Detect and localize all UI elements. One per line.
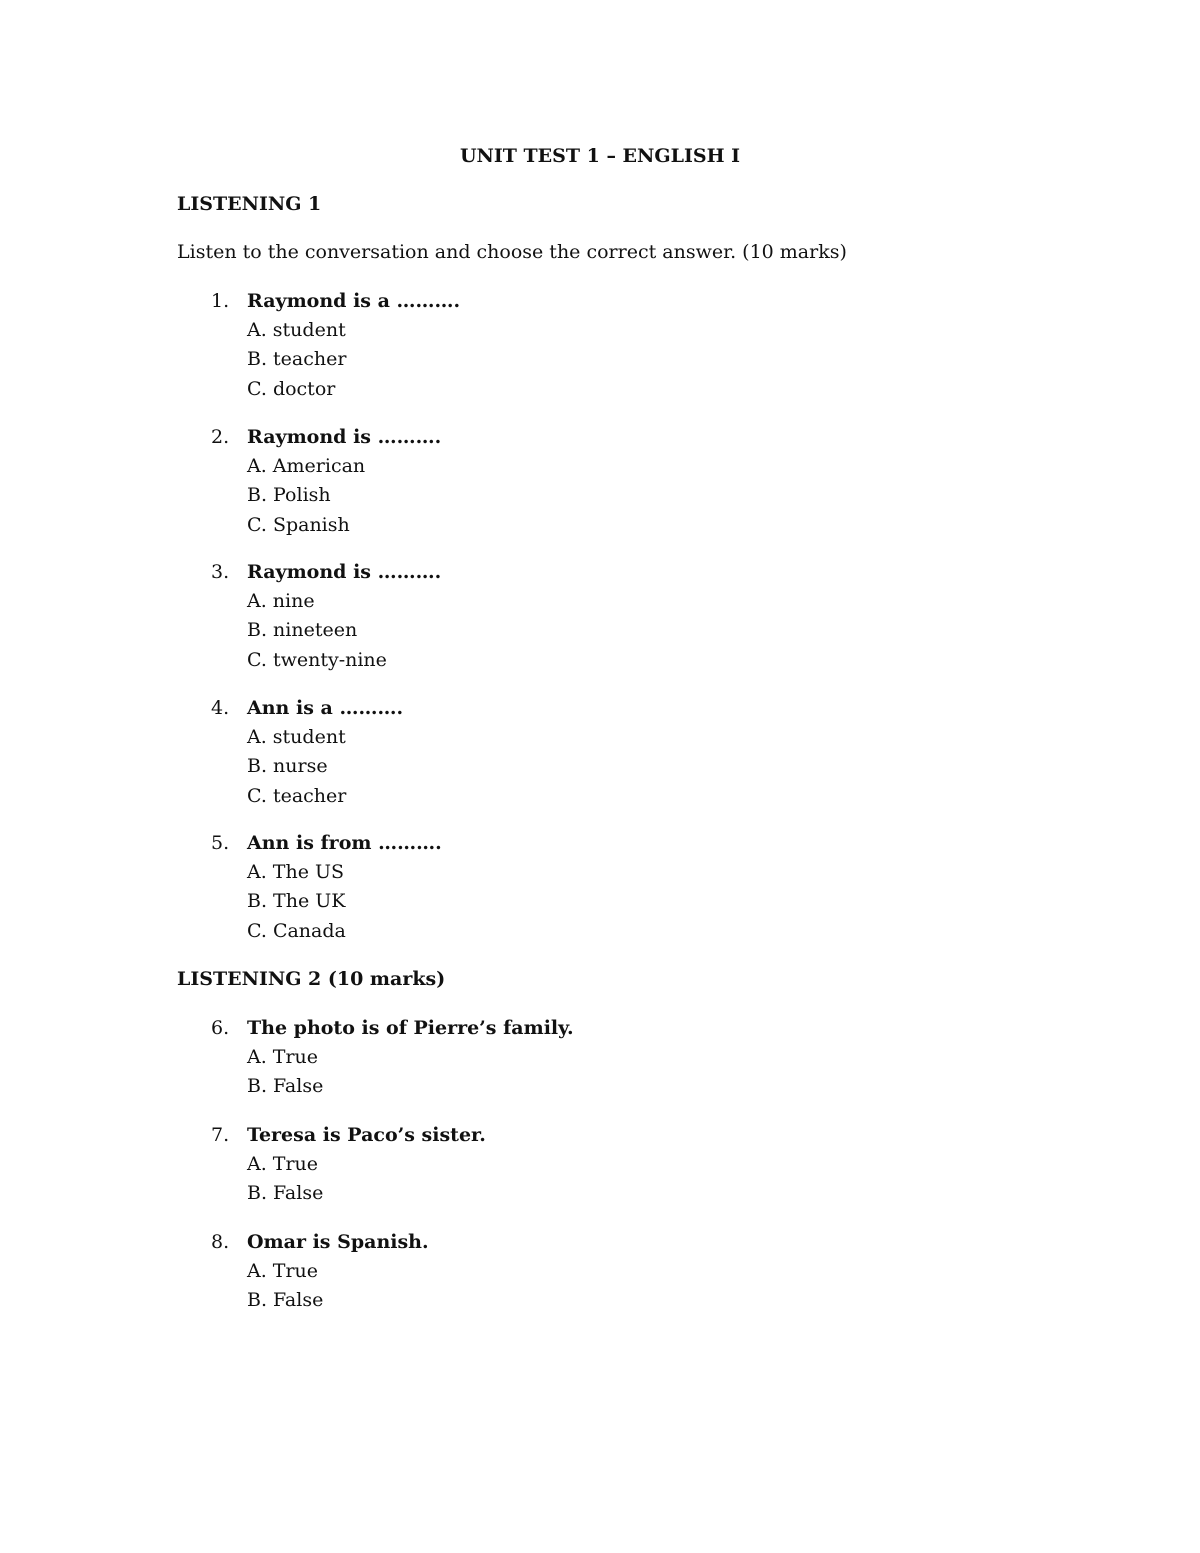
section-instructions: Listen to the conversation and choose the correct answer. (10 marks) <box>177 241 847 263</box>
answer-option: C. teacher <box>247 785 347 807</box>
question-number: 4. <box>211 697 230 719</box>
question-number: 3. <box>211 561 230 583</box>
answer-option: A. American <box>247 455 366 477</box>
answer-option: A. The US <box>247 861 345 883</box>
question-text: Raymond is a ………. <box>247 290 461 312</box>
question-number: 1. <box>211 290 230 312</box>
answer-option: A. nine <box>247 590 315 612</box>
document-title: UNIT TEST 1 – ENGLISH I <box>459 145 741 167</box>
answer-option: B. False <box>247 1182 324 1204</box>
question-text: Omar is Spanish. <box>247 1231 429 1253</box>
question-text: Ann is from ………. <box>247 832 442 854</box>
answer-option: C. Canada <box>247 920 346 942</box>
answer-option: B. The UK <box>247 890 346 912</box>
answer-option: A. student <box>247 319 346 341</box>
question-text: Raymond is ………. <box>247 426 442 448</box>
answer-option: A. True <box>247 1260 319 1282</box>
question-text: Teresa is Paco’s sister. <box>247 1124 486 1146</box>
question-text: Raymond is ………. <box>247 561 442 583</box>
question-text: Ann is a ………. <box>247 697 404 719</box>
answer-option: C. twenty-nine <box>247 649 387 671</box>
answer-option: C. doctor <box>247 378 336 400</box>
question-number: 6. <box>211 1017 230 1039</box>
question-number: 8. <box>211 1231 230 1253</box>
answer-option: B. nineteen <box>247 619 358 641</box>
answer-option: A. True <box>247 1046 319 1068</box>
answer-option: C. Spanish <box>247 514 350 536</box>
question-number: 5. <box>211 832 230 854</box>
answer-option: B. nurse <box>247 755 328 777</box>
question-number: 7. <box>211 1124 230 1146</box>
answer-option: B. False <box>247 1289 324 1311</box>
section-heading-listening-2: LISTENING 2 (10 marks) <box>177 968 446 990</box>
answer-option: A. True <box>247 1153 319 1175</box>
section-heading-listening-1: LISTENING 1 <box>177 193 322 215</box>
answer-option: B. False <box>247 1075 324 1097</box>
answer-option: A. student <box>247 726 346 748</box>
question-text: The photo is of Pierre’s family. <box>247 1017 574 1039</box>
answer-option: B. Polish <box>247 484 331 506</box>
question-number: 2. <box>211 426 230 448</box>
answer-option: B. teacher <box>247 348 347 370</box>
